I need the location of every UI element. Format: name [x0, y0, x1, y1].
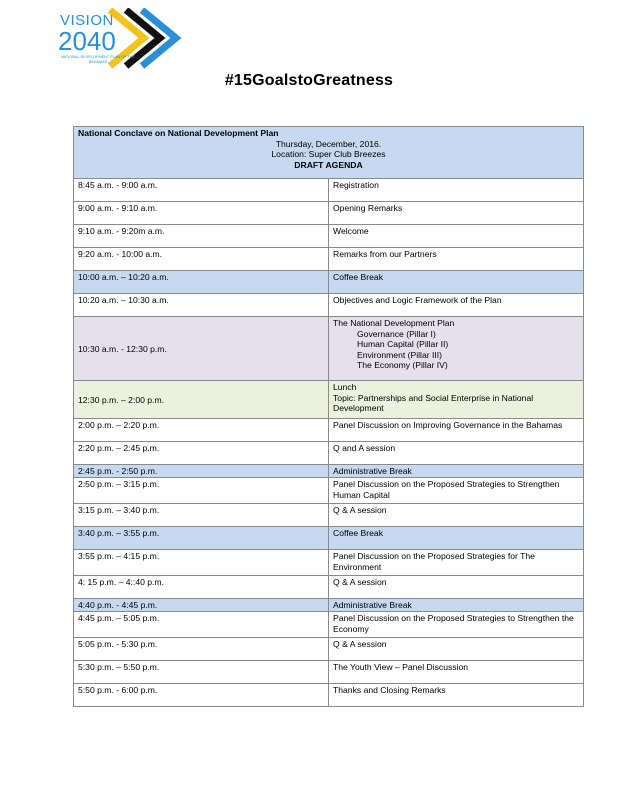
time-cell: 5:30 p.m. – 5:50 p.m. [74, 661, 329, 684]
activity-cell: Panel Discussion on Improving Governance in the Bahamas [329, 419, 584, 442]
activity-cell: Panel Discussion on the Proposed Strategies to Strengthen Human Capital [329, 478, 584, 504]
activity-cell: Opening Remarks [329, 202, 584, 225]
activity-cell [329, 317, 584, 381]
activity-title: The National Development Plan [333, 318, 455, 328]
agenda-header-cell [74, 127, 584, 179]
table-row [74, 248, 584, 271]
activity-cell: Q and A session [329, 442, 584, 465]
activity-cell [329, 381, 584, 419]
time-cell: 3:15 p.m. – 3:40 p.m. [74, 504, 329, 527]
pillar-item: The Economy (Pillar IV) [357, 360, 448, 371]
table-row [74, 225, 584, 248]
organizer-title: National Conclave on National Development Plan [78, 128, 279, 138]
agenda-table [73, 126, 584, 707]
table-row [74, 202, 584, 225]
page-headline: #15GoalstoGreatness [224, 72, 394, 89]
time-cell: 9:00 a.m. - 9:10 a.m. [74, 202, 329, 225]
table-row [74, 294, 584, 317]
activity-cell: Q & A session [329, 576, 584, 599]
table-row [74, 599, 584, 612]
logo-title: VISION [60, 12, 114, 29]
table-row [74, 442, 584, 465]
event-date: Thursday, December, 2016. [275, 138, 382, 149]
activity-cell: Objectives and Logic Framework of the Plan [329, 294, 584, 317]
table-row [74, 317, 584, 381]
time-cell: 3:55 p.m. – 4:15 p.m. [74, 550, 329, 576]
pillar-item: Environment (Pillar III) [357, 349, 443, 360]
table-row [74, 576, 584, 599]
time-cell: 4:45 p.m. – 5:05 p.m. [74, 612, 329, 638]
time-cell: 9:20 a.m. - 10:00 a.m. [74, 248, 329, 271]
table-row [74, 612, 584, 638]
activity-cell: Registration [329, 179, 584, 202]
activity-cell: Administrative Break [329, 465, 584, 478]
table-row [74, 381, 584, 419]
table-row [74, 478, 584, 504]
table-row [74, 504, 584, 527]
activity-cell: Panel Discussion on the Proposed Strategies to Strengthen the Economy [329, 612, 584, 638]
activity-cell: The Youth View – Panel Discussion [329, 661, 584, 684]
table-row [74, 465, 584, 478]
activity-cell: Panel Discussion on the Proposed Strategies for The Environment [329, 550, 584, 576]
table-row [74, 684, 584, 707]
logo-tagline: NATIONAL DEVELOPMENT PLAN OF THE BAHAMAS [60, 55, 136, 64]
activity-cell: Q & A session [329, 504, 584, 527]
time-cell: 4:40 p.m. - 4:45 p.m. [74, 599, 329, 612]
time-cell: 12:30 p.m. – 2:00 p.m. [74, 381, 329, 419]
pillar-item: Human Capital (Pillar II) [357, 339, 449, 350]
activity-cell: Q & A session [329, 638, 584, 661]
event-location: Location: Super Club Breezes [271, 149, 386, 160]
time-cell: 2:50 p.m. – 3:15 p.m. [74, 478, 329, 504]
time-cell: 2:45 p.m. - 2:50 p.m. [74, 465, 329, 478]
time-cell: 9:10 a.m. - 9:20m a.m. [74, 225, 329, 248]
table-row [74, 179, 584, 202]
agenda-header-row [74, 127, 584, 179]
time-cell: 5:05 p.m. - 5:30 p.m. [74, 638, 329, 661]
activity-title: Lunch [333, 382, 357, 392]
activity-cell: Welcome [329, 225, 584, 248]
pillar-item: Governance (Pillar I) [357, 328, 436, 339]
activity-cell: Remarks from our Partners [329, 248, 584, 271]
table-row [74, 638, 584, 661]
activity-cell: Thanks and Closing Remarks [329, 684, 584, 707]
time-cell: 3:40 p.m. – 3:55 p.m. [74, 527, 329, 550]
time-cell: 8:45 a.m. - 9:00 a.m. [74, 179, 329, 202]
time-cell: 10:00 a.m. – 10:20 a.m. [74, 271, 329, 294]
activity-cell: Administrative Break [329, 599, 584, 612]
table-row [74, 550, 584, 576]
activity-cell: Coffee Break [329, 527, 584, 550]
activity-topic: Topic: Partnerships and Social Enterprise in National Development [333, 392, 534, 414]
time-cell: 10:30 a.m. - 12:30 p.m. [74, 317, 329, 381]
time-cell: 4: 15 p.m. – 4::40 p.m. [74, 576, 329, 599]
logo-year: 2040 [58, 26, 116, 56]
table-row [74, 661, 584, 684]
activity-cell: Coffee Break [329, 271, 584, 294]
vision-2040-logo [52, 8, 212, 78]
time-cell: 10:20 a.m. – 10:30 a.m. [74, 294, 329, 317]
table-row [74, 419, 584, 442]
time-cell: 2:20 p.m. – 2:45 p.m. [74, 442, 329, 465]
time-cell: 2:00 p.m. – 2:20 p.m. [74, 419, 329, 442]
table-row [74, 271, 584, 294]
agenda-title: DRAFT AGENDA [294, 159, 363, 170]
time-cell: 5:50 p.m. - 6:00 p.m. [74, 684, 329, 707]
table-row [74, 527, 584, 550]
